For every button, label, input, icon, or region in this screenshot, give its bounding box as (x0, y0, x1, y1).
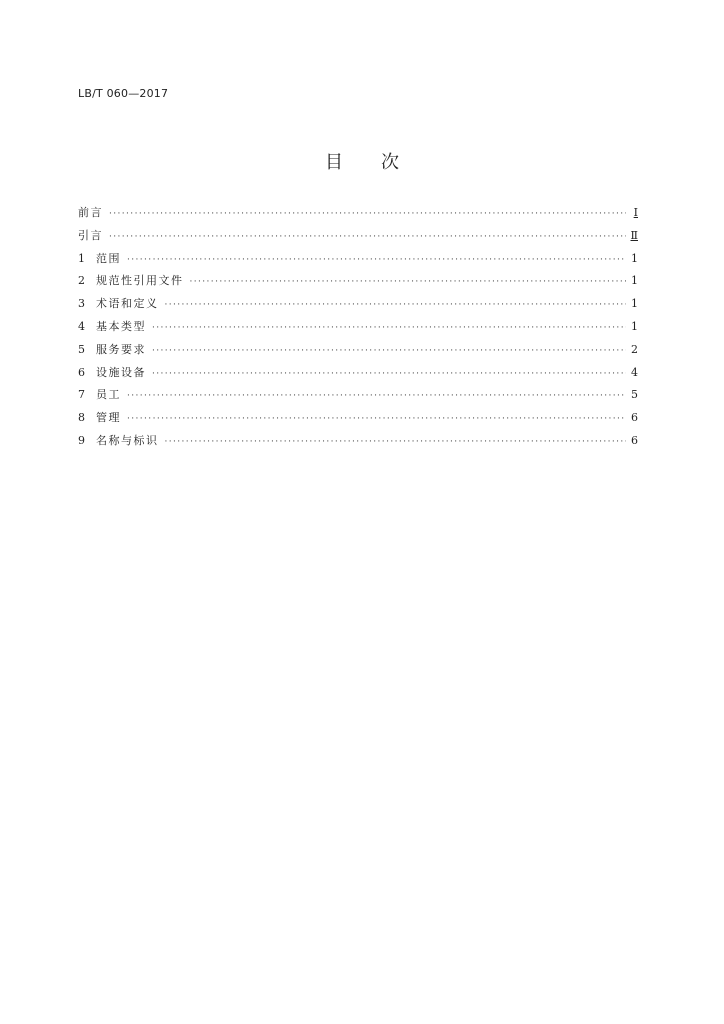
toc-leader-dots (152, 323, 626, 333)
toc-entry-number: 3 (78, 297, 85, 311)
toc-entry-number: 8 (78, 411, 85, 425)
toc-leader-dots (127, 255, 626, 265)
toc-entry-1[interactable] (78, 250, 638, 273)
toc-entry-page: 6 (631, 433, 638, 447)
toc-entry-page: 1 (631, 297, 638, 311)
toc-entry-8[interactable] (78, 409, 638, 432)
toc-entry-number: 5 (78, 342, 85, 356)
toc-leader-dots (109, 232, 626, 242)
toc-entry-page: 1 (631, 274, 638, 288)
toc-entry-7[interactable] (78, 386, 638, 409)
toc-leader-dots (127, 391, 626, 401)
toc-entry-4[interactable] (78, 318, 638, 341)
toc-entry-foreword[interactable] (78, 204, 638, 227)
toc-entry-introduction[interactable] (78, 227, 638, 250)
toc-entry-label: 员工 (96, 388, 121, 402)
toc-entry-label: 术语和定义 (96, 297, 159, 311)
toc-entry-5[interactable] (78, 341, 638, 364)
toc-entry-page: Ⅰ (633, 206, 638, 219)
toc-entry-page: Ⅱ (630, 228, 638, 242)
toc-entry-label: 范围 (96, 251, 121, 265)
toc-entry-page: 2 (631, 342, 638, 356)
toc-entry-label: 管理 (96, 411, 121, 425)
toc-title (0, 148, 724, 174)
toc-title-part1: 目 (325, 152, 343, 173)
toc-entry-label: 名称与标识 (96, 433, 159, 447)
toc-entry-number: 2 (78, 274, 85, 288)
toc-entry-number: 6 (78, 365, 85, 379)
toc-entry-label: 规范性引用文件 (96, 274, 184, 288)
toc-entry-label: 引言 (78, 228, 103, 242)
toc-entry-page: 1 (631, 319, 638, 333)
toc-leader-dots (109, 209, 626, 219)
toc-entry-label: 设施设备 (96, 365, 146, 379)
toc-entry-label: 基本类型 (96, 319, 146, 333)
toc-entry-number: 7 (78, 388, 85, 402)
toc-entry-page: 1 (631, 251, 638, 265)
toc-entry-9[interactable] (78, 432, 638, 455)
toc-leader-dots (152, 369, 626, 379)
toc-leader-dots (165, 300, 627, 310)
toc-entry-number: 1 (78, 251, 85, 265)
toc-entry-2[interactable] (78, 272, 638, 295)
toc-leader-dots (127, 414, 626, 424)
toc-leader-dots (152, 346, 626, 356)
toc-entry-3[interactable] (78, 295, 638, 318)
toc-entry-6[interactable] (78, 364, 638, 387)
toc-entry-number: 9 (78, 433, 85, 447)
toc-leader-dots (165, 437, 627, 447)
document-code: LB/T 060—2017 (78, 87, 169, 100)
toc-entry-label: 服务要求 (96, 342, 146, 356)
toc-list (78, 204, 638, 455)
toc-entry-page: 5 (631, 388, 638, 402)
toc-title-part2: 次 (381, 152, 399, 173)
toc-entry-page: 6 (631, 411, 638, 425)
toc-leader-dots (190, 277, 627, 287)
toc-entry-page: 4 (631, 365, 638, 379)
toc-entry-label: 前言 (78, 206, 103, 219)
toc-entry-number: 4 (78, 319, 85, 333)
